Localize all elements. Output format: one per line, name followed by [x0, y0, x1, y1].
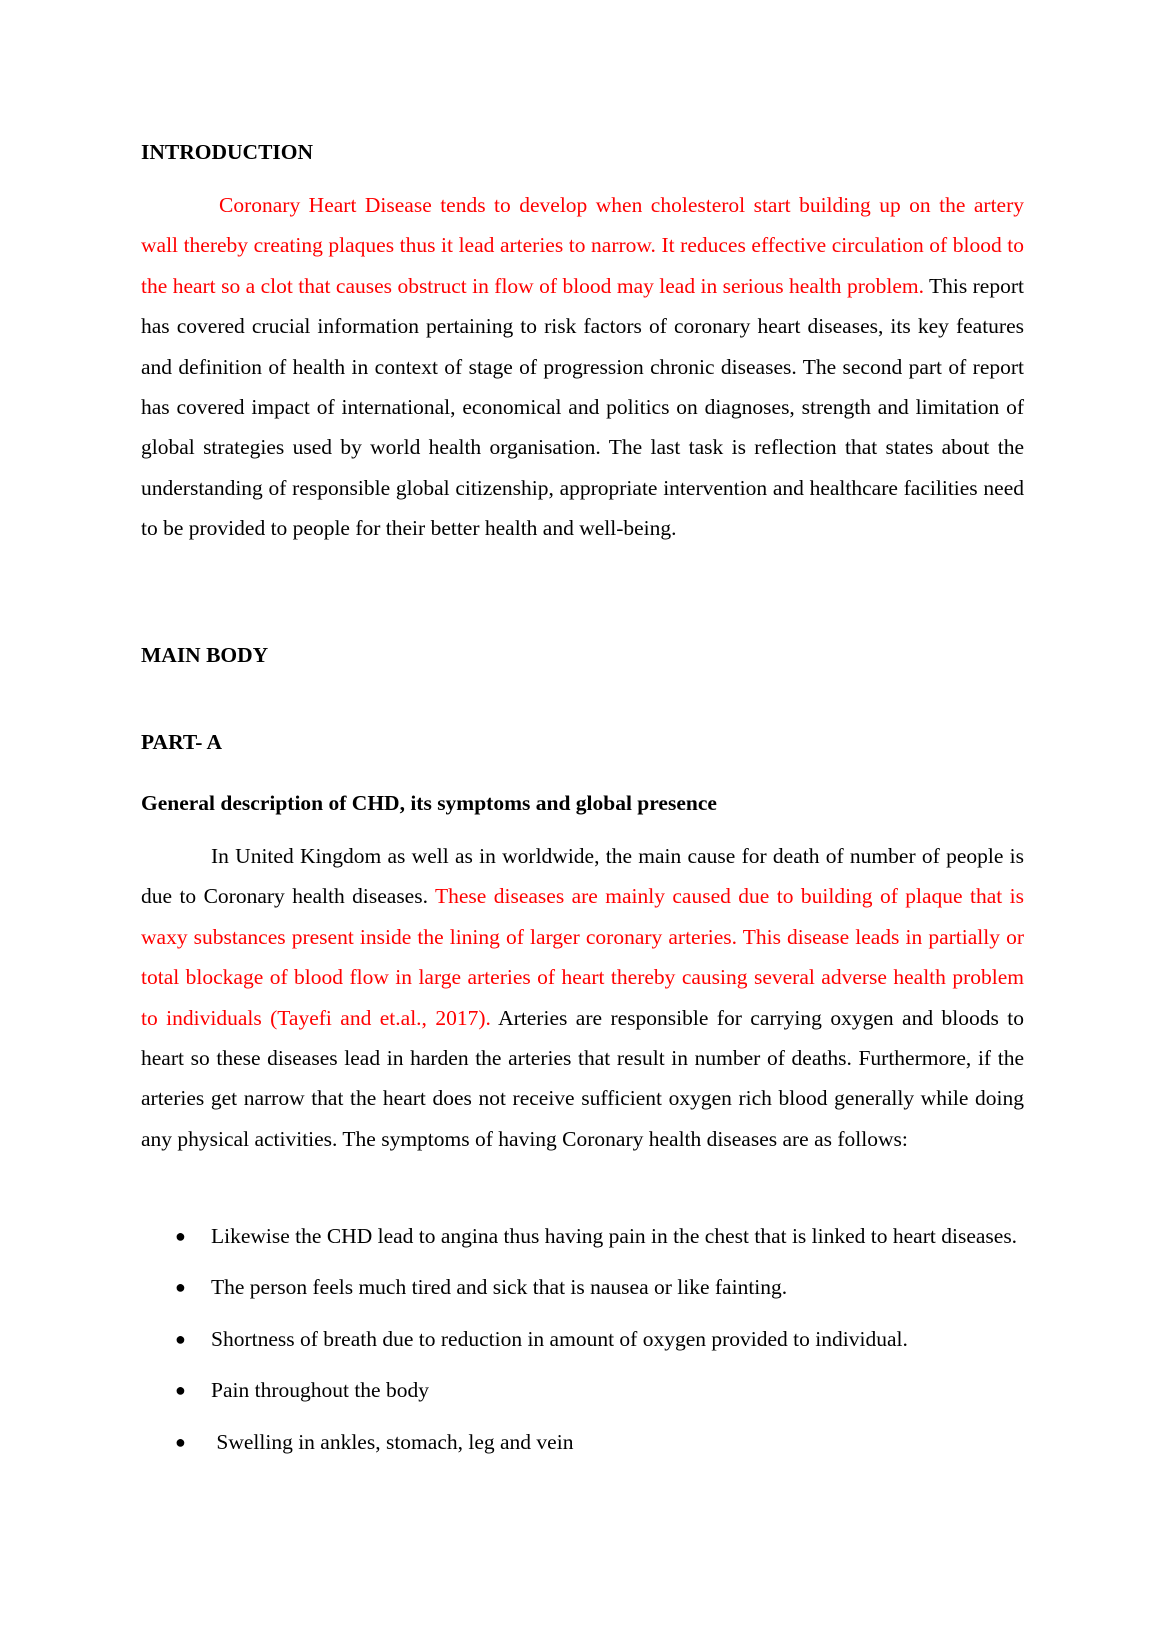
- introduction-body-text: This report has covered crucial information pertaining to risk factors of coronary heart diseases, its key features and definition of health in context of stage of progression chronic diseases. The second part of report has covered impact of international, economical and politics on diagnoses, strength and limitation of global strategies used by world health organisation. The last task is reflection that states about the understanding of responsible global citizenship, appropriate intervention and healthcare facilities need to be provided to people for their better health and well-being.: [141, 273, 1024, 541]
- list-item: [141, 1319, 1024, 1359]
- bullet-icon: ●: [175, 1226, 186, 1246]
- list-item: [141, 1422, 1024, 1462]
- part-a-highlighted-text: These diseases are mainly caused due to building of plaque that is waxy substances present inside the lining of larger coronary arteries. This disease leads in partially or total blockage of blood flow in large arteries of heart thereby causing several adverse health problem to individuals (Tayefi and et.al., 2017).: [141, 884, 1024, 1030]
- symptom-text: The person feels much tired and sick that is nausea or like fainting.: [211, 1275, 788, 1300]
- symptom-text: Likewise the CHD lead to angina thus having pain in the chest that is linked to heart diseases.: [211, 1224, 1018, 1248]
- main-body-heading: MAIN BODY: [141, 643, 269, 667]
- list-item: [141, 1267, 1024, 1307]
- part-a-body-text: Arteries are responsible for carrying oxygen and bloods to heart so these diseases lead in harden the arteries that result in number of deaths. Furthermore, if the arteries get narrow that the heart does not receive sufficient oxygen rich blood generally while doing any physical activities. The symptoms of having Coronary health diseases are as follows:: [141, 1005, 1024, 1151]
- symptom-text: Swelling in ankles, stomach, leg and vein: [211, 1429, 574, 1454]
- introduction-highlighted-text: Coronary Heart Disease tends to develop when cholesterol start building up on the artery wall thereby creating plaques thus it lead arteries to narrow. It reduces effective circulation of blood to the heart so a clot that causes obstruct in flow of blood may lead in serious health problem.: [141, 193, 1024, 298]
- part-a-paragraph: [141, 836, 1024, 1159]
- bullet-icon: ●: [175, 1277, 186, 1298]
- list-item: [141, 1370, 1024, 1410]
- part-a-subheading: General description of CHD, its symptoms and global presence: [141, 791, 717, 815]
- symptoms-list: [141, 1216, 1024, 1473]
- bullet-icon: ●: [175, 1328, 186, 1349]
- introduction-paragraph: [141, 185, 1024, 549]
- part-a-intro-text: In United Kingdom as well as in worldwide, the main cause for death of number of people is due to Coronary health diseases.: [141, 844, 1024, 909]
- symptom-text: Pain throughout the body: [211, 1378, 429, 1403]
- symptom-text: Shortness of breath due to reduction in amount of oxygen provided to individual.: [211, 1326, 908, 1351]
- list-item: [141, 1216, 1024, 1256]
- part-a-heading: PART- A: [141, 730, 223, 754]
- introduction-heading: INTRODUCTION: [141, 140, 314, 164]
- bullet-icon: ●: [175, 1380, 186, 1401]
- bullet-icon: ●: [175, 1431, 186, 1452]
